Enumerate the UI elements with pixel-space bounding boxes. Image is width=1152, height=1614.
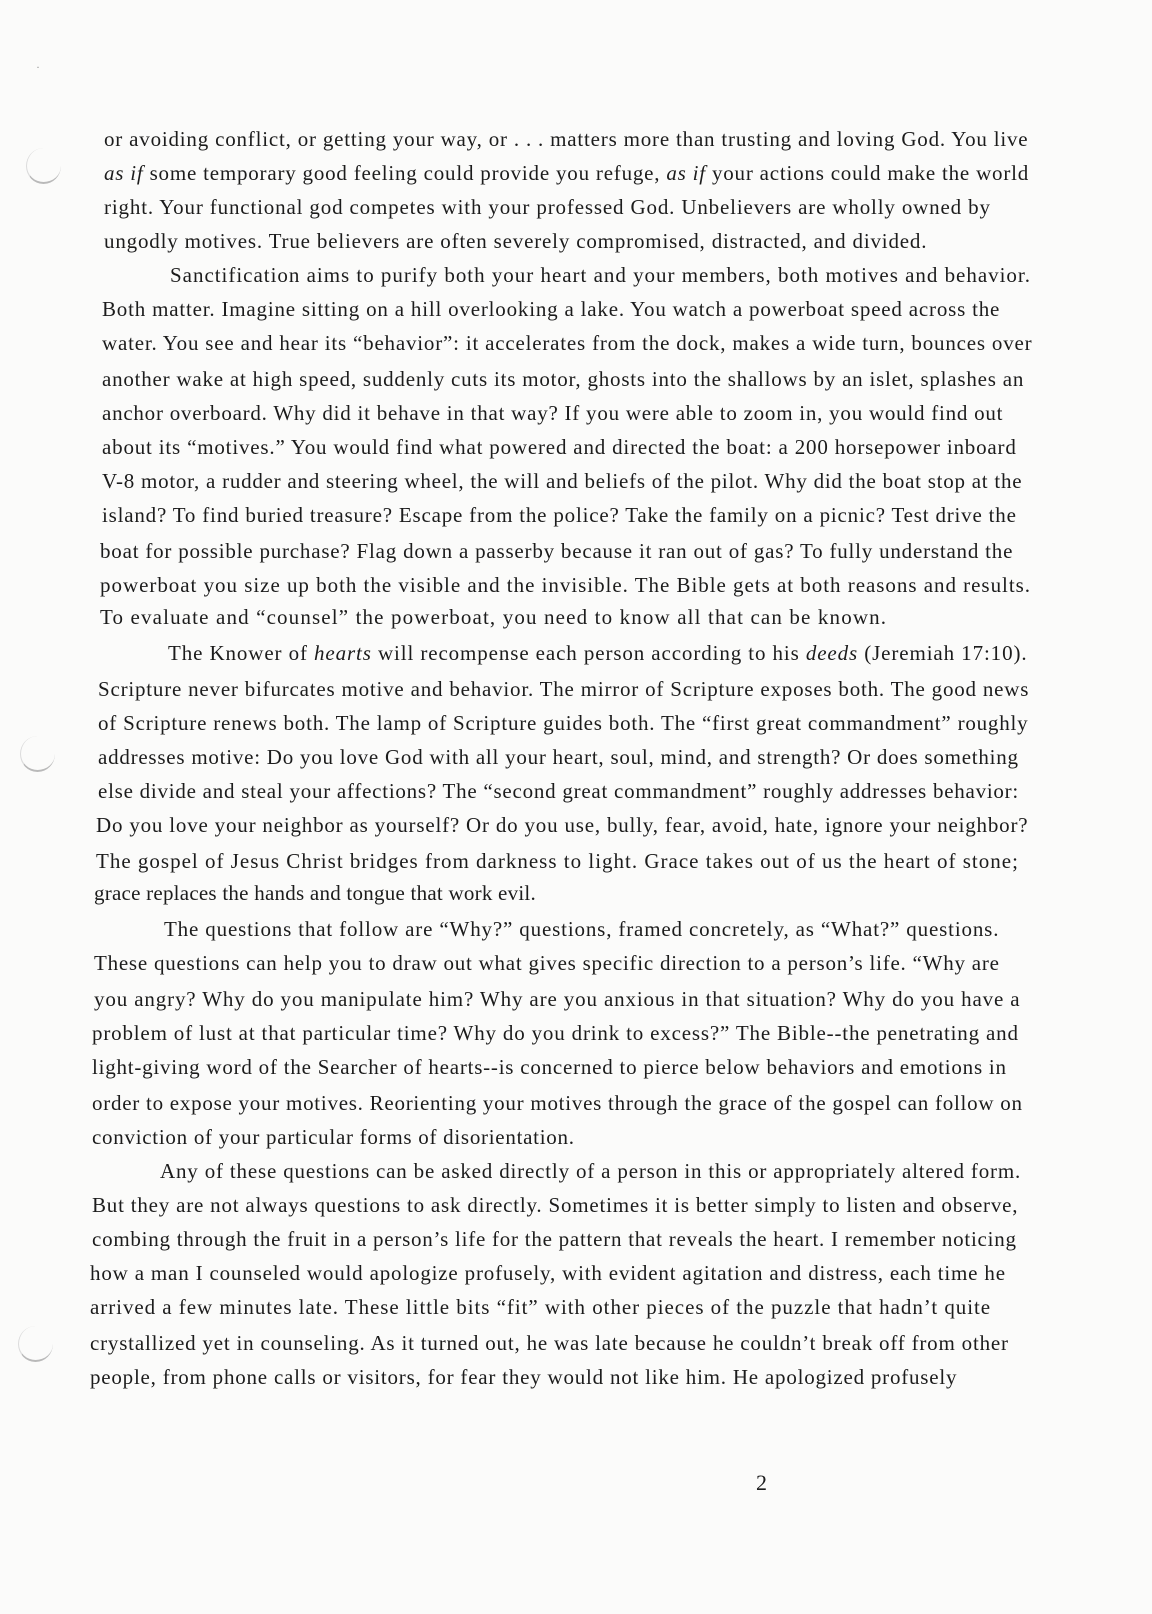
text-line: anchor overboard. Why did it behave in that way? If you were able to zoom in, you would find out [102,401,1004,425]
punch-hole-top [26,148,61,184]
text-line: island? To find buried treasure? Escape from the police? Take the family on a picnic? Test drive the [102,503,1017,527]
text-line: right. Your functional god competes with your professed God. Unbelievers are wholly owned by [104,195,991,219]
corner-mark: · [36,60,40,74]
text-line: powerboat you size up both the visible and the invisible. The Bible gets at both reasons and results. [100,573,1032,597]
text-line: or avoiding conflict, or getting your way, or . . . matters more than trusting and loving God. You live [104,127,1029,151]
text-line: ungodly motives. True believers are often severely compromised, distracted, and divided. [104,229,928,253]
text-line: Any of these questions can be asked directly of a person in this or appropriately altered form. [160,1159,1022,1183]
text-line: To evaluate and “counsel” the powerboat, you need to know all that can be known. [100,605,888,629]
punch-hole-middle [20,736,55,772]
text-line: problem of lust at that particular time? Why do you drink to excess?” The Bible--the penetrating and [92,1021,1019,1045]
text-line: These questions can help you to draw out what gives specific direction to a person’s life. “Why are [94,951,1000,975]
text-line: Scripture never bifurcates motive and behavior. The mirror of Scripture exposes both. The good news [98,677,1030,701]
text-line: V-8 motor, a rudder and steering wheel, the will and beliefs of the pilot. Why did the boat stop at the [102,469,1023,493]
text-line: water. You see and hear its “behavior”: it accelerates from the dock, makes a wide turn, bounces over [102,331,1033,355]
page-number: 2 [756,1470,767,1495]
punch-hole-bottom [18,1326,53,1362]
text-line: Sanctification aims to purify both your heart and your members, both motives and behavior. [170,263,1031,287]
text-line: The gospel of Jesus Christ bridges from darkness to light. Grace takes out of us the heart of stone; [96,849,1019,873]
text-line: of Scripture renews both. The lamp of Scripture guides both. The “first great commandment” roughly [98,711,1029,735]
text-line: Both matter. Imagine sitting on a hill overlooking a lake. You watch a powerboat speed across the [102,297,1001,321]
text-line: another wake at high speed, suddenly cuts its motor, ghosts into the shallows by an islet, splashes an [102,367,1025,391]
text-line: Do you love your neighbor as yourself? Or do you use, bully, fear, avoid, hate, ignore your neighbor? [96,813,1029,837]
text-line: else divide and steal your affections? The “second great commandment” roughly addresses behavior: [98,779,1020,803]
text-line: addresses motive: Do you love God with all your heart, soul, mind, and strength? Or does something [98,745,1019,769]
text-line: as if some temporary good feeling could provide you refuge, as if your actions could make the world [104,161,1030,185]
text-line: boat for possible purchase? Flag down a passerby because it ran out of gas? To fully understand the [100,539,1014,563]
text-line: arrived a few minutes late. These little bits “fit” with other pieces of the puzzle that hadn’t quite [90,1295,992,1319]
text-line: grace replaces the hands and tongue that work evil. [94,881,536,905]
text-line: how a man I counseled would apologize profusely, with evident agitation and distress, each time he [90,1261,1006,1285]
text-line: light-giving word of the Searcher of hearts--is concerned to pierce below behaviors and emotions in [92,1055,1007,1079]
text-line: conviction of your particular forms of disorientation. [92,1125,575,1149]
text-line: combing through the fruit in a person’s life for the pattern that reveals the heart. I remember noticing [92,1227,1017,1251]
text-line: The Knower of hearts will recompense each person according to his deeds (Jeremiah 17:10). [168,641,1028,665]
text-line: you angry? Why do you manipulate him? Why are you anxious in that situation? Why do you have a [94,987,1021,1011]
text-line: about its “motives.” You would find what powered and directed the boat: a 200 horsepower inboard [102,435,1017,459]
text-line: The questions that follow are “Why?” questions, framed concretely, as “What?” questions. [164,917,1000,941]
text-line: But they are not always questions to ask directly. Sometimes it is better simply to listen and observe, [92,1193,1019,1217]
text-line: crystallized yet in counseling. As it turned out, he was late because he couldn’t break off from other [90,1331,1009,1355]
text-line: order to expose your motives. Reorienting your motives through the grace of the gospel can follow on [92,1091,1023,1115]
text-line: people, from phone calls or visitors, for fear they would not like him. He apologized profusely [90,1365,958,1389]
